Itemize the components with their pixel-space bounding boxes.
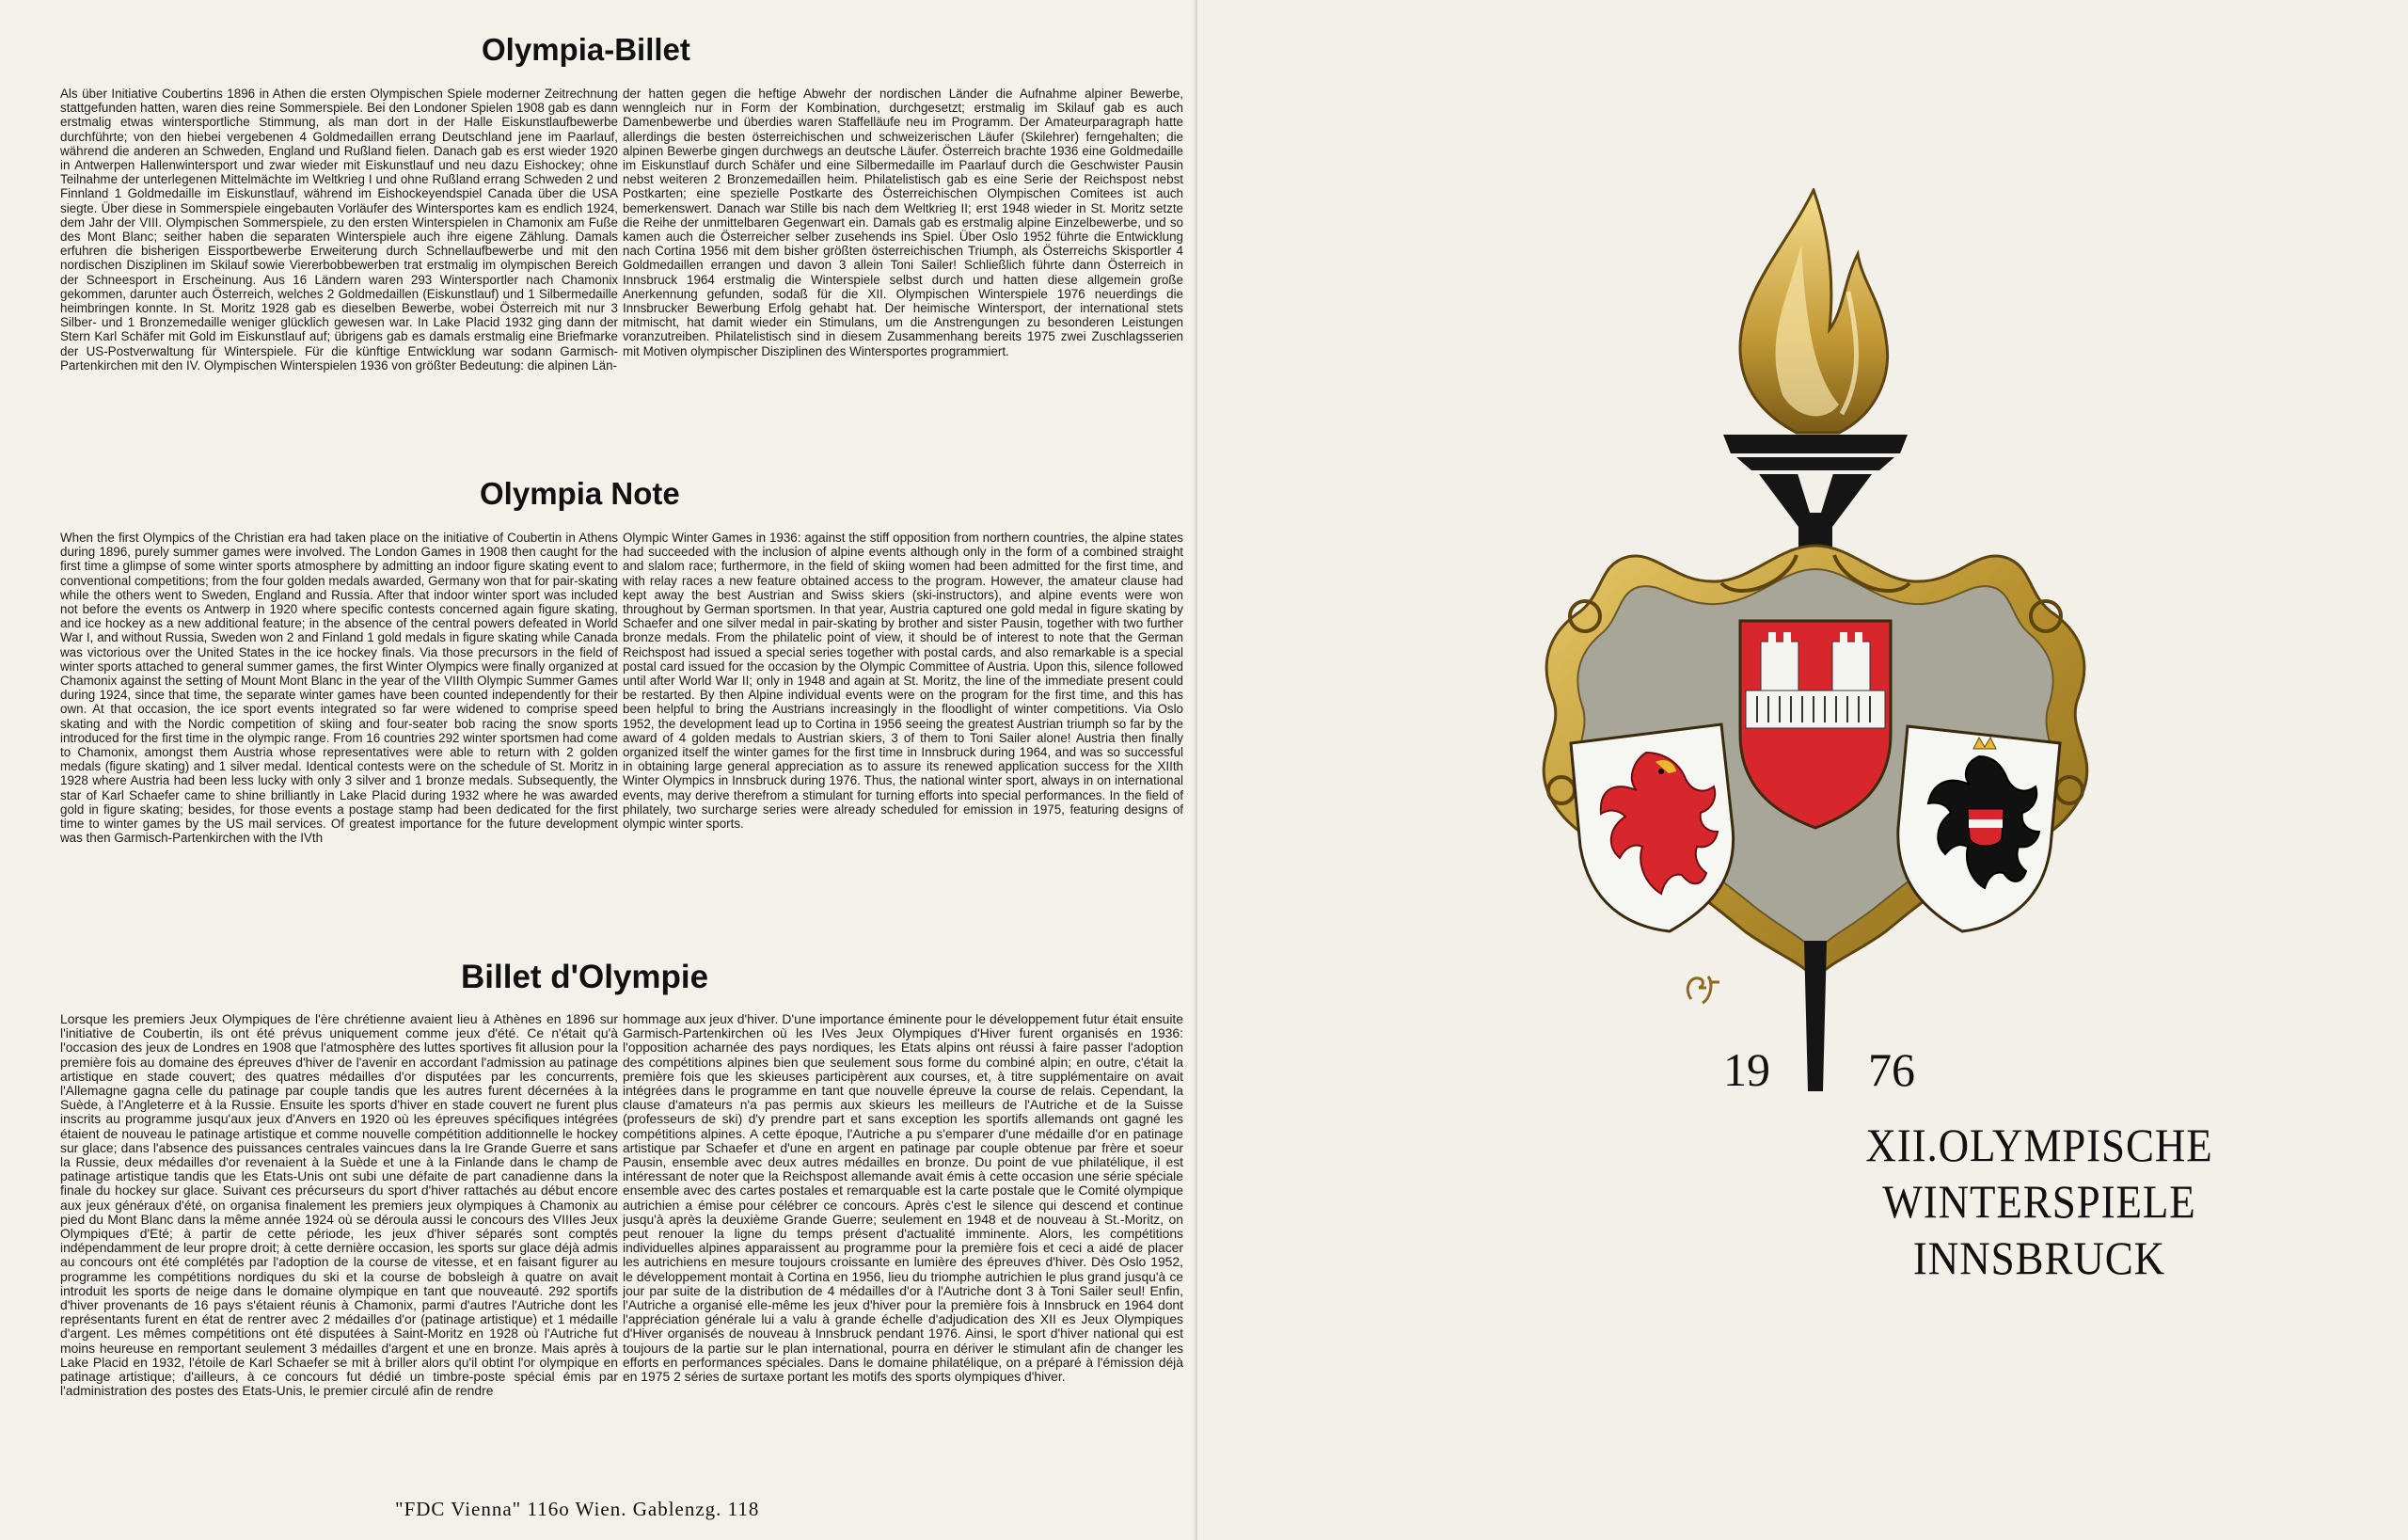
german-title: Olympia-Billet (482, 32, 690, 67)
cover-title-line-3: INNSBRUCK (1912, 1231, 2166, 1284)
french-column-1: Lorsque les premiers Jeux Olympiques de l'ère chrétienne avaient lieu à Athènes en 1896 sur l'initiative de Coubertin, ils ont été prévus uniquement comme jeux d'été. Ce n'était qu'à l'occasion des jeux de Londres en 1908 que l'atmosphère des luttes sportives fit allusion pour la première fois au domaine des épreuves d'hiver de l'avenir en accordant l'admission au patinage artistique en stade couvert; des quatres médailles d'or disputées par les concurrents, l'Allemagne gagna celle du patinage par couple tandis que les autres furent décernées à la Suède, à l'Angleterre et à la Russie. Ensuite les sports d'hiver en stade couvert ne furent plus inscrits au programme jusqu'aux jeux d'Anvers en 1920 où les épreuves spécifiques intégrées étaient de nouveau le patinage artistique et comme nouvelle compétition additionnelle le hockey sur glace; dans l'absence des puissances centrales vaincues dans la Ire Grande Guerre et sans la Russie, deux médailles d'or revenaient à la Suède et une à la Finlande dans le champ de patinage artistique tandis que les Etats-Unis ont subi une défaite de part canadienne dans la finale du hockey sur glace. Suivant ces précurseurs du sport d'hiver rattachés au début encore aux jeux généraux d'été, on organisa finalement les premiers jeux olympiques à Chamonix au pied du Mont Blanc dans la même année 1924 où se déroula aussi le concours des VIIIes Jeux Olympiques d'Eté; à partir de cette période, les jeux d'hiver séparés sont comptés indépendamment de leur propre droit; à cette dernière occasion, les sports sur glace déjà admis au concours ont été complétés par l'adoption de la course de vitesse, et en faisant figurer au programme les compétitions nordiques du ski et la course de bobsleigh à quatre on avait introduit les sports de neige dans le domaine olympique en tant que nouveauté. 292 sportifs d'hiver provenants de 16 pays s'étaient réunis à Chamonix, parmi d'autres l'Autriche dont les représentants furent en état de rentrer avec 2 médailles d'or (patinage artistique) et 1 médaille d'argent. Les mêmes compétitions ont été disputées à Saint-Moritz en 1928 où l'Autriche fut moins heureuse en remportant seulement 3 médailles d'argent et une en bronze. Mais après à Lake Placid en 1932, l'étoile de Karl Schaefer se mit à briller alors qu'il obtint l'or olympique en patinage artistique; d'ailleurs, à ce concours fut dédié un timbre-poste spécial émis par l'administration des postes des Etats-Unis, le premier circulé afin de rendre (60, 1012, 618, 1399)
french-title: Billet d'Olympie (461, 959, 709, 995)
year-first-digits: 19 (1723, 1043, 1770, 1096)
english-title: Olympia Note (480, 476, 680, 511)
german-column-2: der hatten gegen die heftige Abwehr der nordischen Länder die Aufnahme alpiner Bewerbe, wenngleich nur in Form der Kombination, durchgesetzt; erstmalig im Skilauf gab es auch Damenbewerbe und überdies waren Staffelläufe neu im Programm. Der Amateurparagraph hatte allerdings die besten österreichischen und schweizerischen Läufer (Skilehrer) ferngehalten; die alpinen Bewerbe gingen durchwegs an deutsche Läufer. Österreich brachte 1936 eine Goldmedaille im Eiskunstlauf durch Schäfer und eine Silbermedaille im Paarlauf durch die Geschwister Pausin nebst weiteren 2 Bronzemedaillen heim. Philatelistisch gab es eine Serie der Reichspost nebst Postkarten; eine spezielle Postkarte des Österreichischen Olympischen Comitees ist auch bemerkenswert. Danach war Stille bis nach dem Weltkrieg II; erst 1948 wieder in St. Moritz setzte die Reihe der unmittelbaren Gegenwart ein. Damals gab es erstmalig alpine Einzelbewerbe, und so kamen auch die Österreicher selber zusehends ins Spiel. Über Oslo 1952 führte die Entwicklung nach Cortina 1956 mit dem bisher größten österreichischen Triumph, als Österreichs Skisportler 4 Goldmedaillen errangen und davon 3 allein Toni Sailer! Schließlich führte dann Österreich in Innsbruck 1964 erstmalig die Winterspiele selbst durch und hatten diese allgemein große Anerkennung gefunden, sodaß für die XII. Olympischen Winterspiele 1976 neuerdings die Innsbrucker Bewerbung Erfolg gehabt hat. Der heimische Wintersport, der international stets mitmischt, hat damit wieder ein Stimulans, um die Anstrengungen zu besonderen Leistungen voranzutreiben. Philatelistisch sind in diesem Zusammenhang bereits 1975 zwei Zuschlagsserien mit Motiven olympischer Disziplinen des Wintersportes programmiert. (623, 87, 1183, 358)
english-column-1: When the first Olympics of the Christian era had taken place on the initiative of Coubertin in Athens during 1896, purely summer games were involved. The London Games in 1908 then caught for the first time a glimpse of some winter sports atmosphere by admitting an indoor figure skating event to conventional competitions; from the four golden medals awarded, Germany won that for pair-skating while the others went to Sweden, England and Russia. After that indoor winter sport was included not before the events os Antwerp in 1920 where specific contests concerned again figure skating, and ice hockey as a new additional feature; in the absence of the central powers defeated in World War I, and without Russia, Sweden won 2 and Finland 1 gold medals in figure skating while Canada was victorious over the United States in the ice hockey finals. Via those precursors in the field of winter sports attached to general summer games, the first Winter Olympics were finally organized at Chamonix against the setting of Mount Mont Blanc in the year of the VIIIth Olympic Summer Games during 1924, since that time, the separate winter games have been counted independently for their own. At that occasion, the ice sport events integrated so far were widened to comprise speed skating and with the Nordic competition of skiing and four-seater bob racing the snow sports introduced for the first time in the olympic range. From 16 countries 292 winter sportsmen had come to Chamonix, amongst them Austria whose representatives were able to return with 2 golden medals (figure skating) and 1 silver medal. Identical contests were on the schedule of St. Moritz in 1928 where Austria had been less lucky with only 3 silver and 1 bronze medals. Subsequently, the star of Karl Schaefer came to shine brilliantly in Lake Placid during 1932 where he was awarded gold in figure skating; besides, for those events a postage stamp had been dedicated for the first time to winter games by the US mail services. Of greatest importance for the future development was then Garmisch-Partenkirchen with the IVth (60, 531, 618, 846)
german-column-1: Als über Initiative Coubertins 1896 in Athen die ersten Olympischen Spiele moderner Zeitrechnung stattgefunden hatten, waren dies reine Sommerspiele. Bei den Londoner Spielen 1908 gab es dann erstmalig etwas wintersportliche Stimmung, als man dort in der Halle Eiskunstlaufbewerbe durchführte; von den hiebei vergebenen 4 Goldmedaillen errang Deutschland jene im Paarlauf, während die anderen an Schweden, England und Rußland fielen. Danach gab es erst wieder 1920 in Antwerpen Hallenwintersport und zwar wieder mit Eiskunstlauf und neu dazu Eishockey; ohne Teilnahme der unterlegenen Mittelmächte im Weltkrieg I und ohne Rußland errang Schweden 2 und Finnland 1 Goldmedaille im Eiskunstlauf, während im Eishockeyendspiel Canada über die USA siegte. Über diese in Sommerspiele eingebauten Vorläufer des Wintersportes kam es endlich 1924, dem Jahr der VIII. Olympischen Sommerspiele, zu den ersten Winterspielen in Chamonix am Fuße des Mont Blanc; seither haben die separaten Winterspiele auch ihre eigene Zählung. Damals erfuhren die bisherigen Eissportbewerbe Erweiterung durch Schnellaufbewerbe und mit den nordischen Disziplinen im Skilauf sowie Viererbobbewerben trat erstmalig im olympischen Bereich der Schneesport in Erscheinung. Aus 16 Ländern waren 293 Wintersportler nach Chamonix gekommen, darunter auch Österreich, welches 2 Goldmedaillen (Eiskunstlauf) und 1 Silbermedaille heimbringen konnte. In St. Moritz 1928 gab es dieselben Bewerbe, wobei Österreich mit nur 3 Silber- und 1 Bronzemedaille weniger glücklich gewesen war. In Lake Placid 1932 ging dann der Stern Karl Schäfer mit Gold im Eiskunstlauf auf; übrigens gab es damals erstmalig eine Briefmarke der US-Postverwaltung für Winterspiele. Für die künftige Entwicklung war sodann Garmisch-Partenkirchen mit den IV. Olympischen Winterspielen 1936 von größter Bedeutung: die alpinen Län- (60, 87, 618, 373)
olympic-torch-with-three-coats-of-arms-icon (1514, 188, 2116, 1091)
publisher-imprint: "FDC Vienna" 116o Wien. Gablenzg. 118 (395, 1498, 760, 1520)
text-page (0, 0, 1195, 1540)
year-last-digits: 76 (1868, 1043, 1915, 1096)
cover-title-line-2: WINTERSPIELE (1882, 1175, 2196, 1228)
english-column-2: Olympic Winter Games in 1936: against the stiff opposition from northern countries, the alpine states had succeeded with the inclusion of alpine events although only in the form of a combined straight and slalom race; furthermore, in the field of skiing women had been admitted for the first time, and with relay races a new feature obtained access to the program. However, the amateur clause had kept away the best Austrian and Swiss skiers (ski-instructors), and alpine events were won throughout by German sportsmen. In that year, Austria captured one gold medal in figure skating by Schaefer and one silver medal in pair-skating by brother and sister Pausin, together with two further bronze medals. From the philatelic point of view, it should be of interest to note that the German Reichspost had issued a special series together with postal cards, and also remarkable is a special postal card issued for the occasion by the Olympic Committee of Austria. Upon this, silence followed until after World War II; only in 1948 and again at St. Moritz, the line of the immediate present could be restarted. By then Alpine individual events were on the program for the first time, and this has been helpful to bring the Austrians increasingly in the floodlight of winter competitions. Via Oslo 1952, the development lead up to Cortina in 1956 seeing the greatest Austrian triumph so far by the award of 4 golden medals to Austrian skiers, 3 of them to Toni Sailer alone! Austria then finally organized itself the winter games for the first time in Innsbruck during 1964, and was so successful in obtaining large general appreciation as to assure its renewed application success for the XIIth Winter Olympics in Innsbruck during 1976. Thus, the national winter sport, always in on international events, may derive therefrom a stimulant for turning efforts into special performances. In the field of philately, two surcharge series were already scheduled for emission in 1975, featuring designs of olympic winter sports. (623, 531, 1183, 832)
artist-monogram-icon (1682, 971, 1729, 1008)
french-column-2: hommage aux jeux d'hiver. D'une importance éminente pour le développement futur était ensuite Garmisch-Partenkirchen où les IVes Jeux Olympiques d'Hiver furent organisés en 1936: l'opposition acharnée des pays nordiques, les Etats alpins ont réussi à faire passer l'adoption des compétitions alpines bien que seulement sous forme du combiné alpin; en outre, c'était la première fois que les skieuses participèrent aux courses, et, à titre supplémentaire on avait intégrées dans le programme en tant que nouvelle épreuve la course de relais. Cependant, la clause d'amateurs n'a pas permis aux skieurs les meilleurs de l'Autriche et de la Suisse (professeurs de ski) d'y prendre part et sans exception les sportifs allemands ont gagné les compétitions alpines. A cette époque, l'Autriche a pu s'emparer d'une médaille d'or en patinage artistique par Schaefer et d'une en argent en patinage par couple obtenue par frère et soeur Pausin, ensemble avec deux autres médailles en bronze. Du point de vue philatélique, il est intéressant de noter que la Reichspost allemande avait émis à cette occasion une série spéciale ensemble avec des cartes postales et remarquable est la carte postale que le Comité olympique autrichien a émise pour célébrer ce concours. Après c'est le silence qui descend et continue jusqu'à après la deuxième Grande Guerre; seulement en 1948 et de nouveau à St.-Moritz, on peut renouer la ligne du temps présent d'actualité imminente. Alors, les compétitions individuelles alpines apparaissent au programme pour la première fois et ceci a aidé de placer les autrichiens en mesure toujours croissante en lumière des épreuves d'hiver. Dès Oslo 1952, le développement montait à Cortina en 1956, lieu du triomphe autrichien le plus grand jusqu'à ce jour par suite de la distribution de 4 médailles d'or à l'Autriche dont 3 à Toni Sailer seul! Enfin, l'Autriche a organisé elle-même les jeux d'hiver pour la première fois à Innsbruck en 1964 dont l'appréciation générale lui a valu à grande échelle d'adjudication des XII es Jeux Olympiques d'Hiver organisés de nouveau à Innsbruck pendant 1976. Ainsi, le sport d'hiver national qui est toujours de la partie sur le plan international, pourra en dériver le stimulant afin de changer les efforts en performances spéciales. Dans le domaine philatélique, on a préparé à l'émission déjà en 1975 2 séries de surtaxe portant les motifs des sports olympiques d'hiver. (623, 1012, 1183, 1385)
cover-title-line-1: XII.OLYMPISCHE (1865, 1119, 2213, 1171)
